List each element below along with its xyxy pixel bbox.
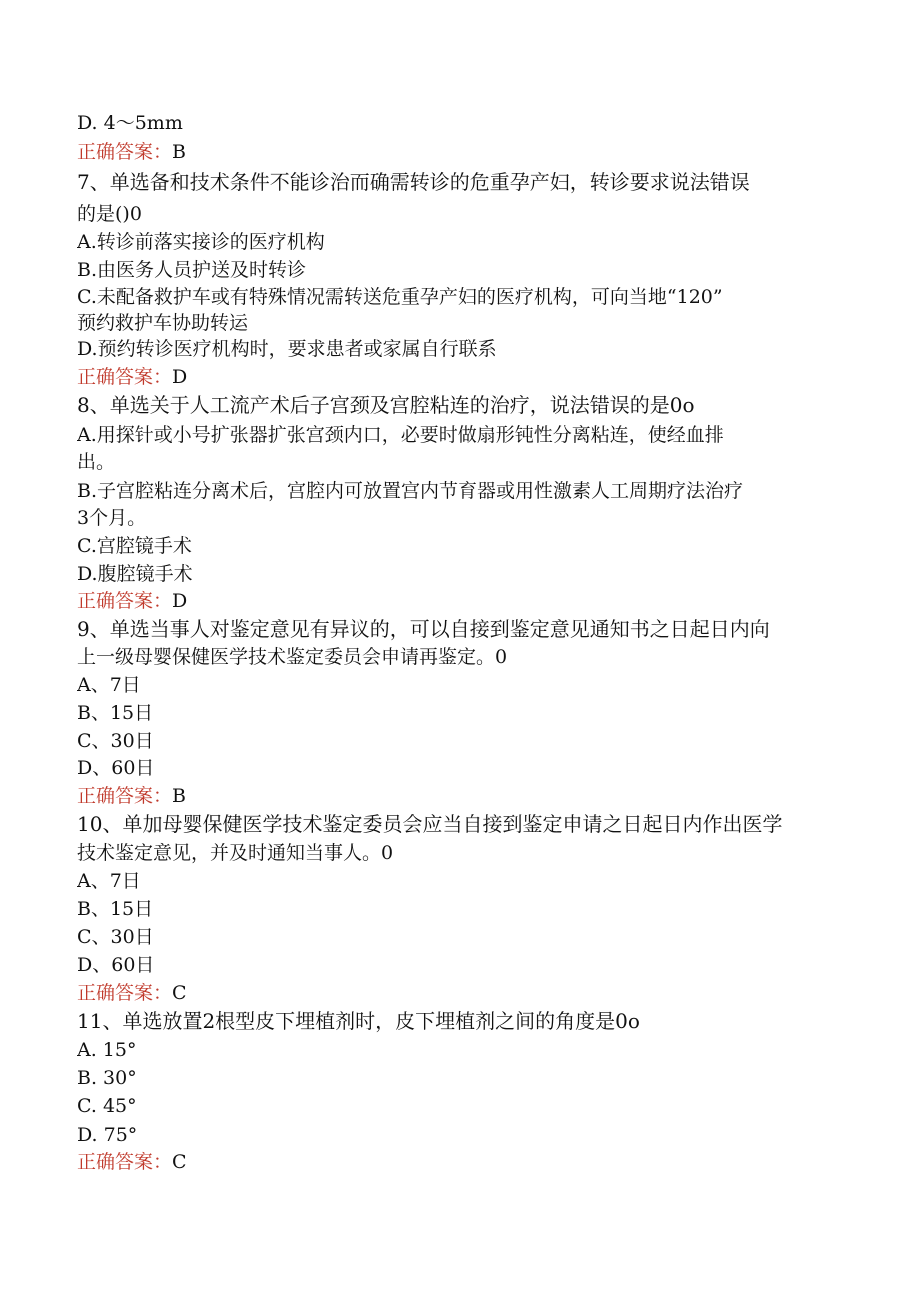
q11-option-d: D. 75° [77,1124,138,1146]
q7-option-c-line1: C.未配备救护车或有特殊情况需转送危重孕产妇的医疗机构，可向当地“120” [77,286,723,308]
q7-option-c-line2: 预约救护车协助转运 [77,312,249,334]
answer-label: 正确答案： [77,366,173,388]
prev-option-d: D. 4～5mm [77,112,183,134]
q11-option-a: A. 15° [77,1039,137,1061]
q9-answer [77,784,847,808]
answer-label: 正确答案： [77,785,173,807]
q11-option-b: B. 30° [77,1067,137,1089]
answer-value: D [172,590,188,612]
q8-option-a-line1: A.用探针或小号扩张器扩张宫颈内口，必要时做扇形钝性分离粘连，使经血排 [77,424,724,446]
q8-answer [77,589,847,613]
q10-option-d: D、60日 [77,954,155,976]
q11-option-c: C. 45° [77,1095,137,1117]
answer-value: C [172,982,187,1004]
q7-option-b: B.由医务人员护送及时转诊 [77,259,307,281]
q7-option-d: D.预约转诊医疗机构时，要求患者或家属自行联系 [77,338,497,360]
q10-option-a: A、7日 [77,870,141,892]
q9-option-c: C、30日 [77,730,154,752]
q8-option-b-line2: 3个月。 [77,507,147,529]
q11-answer [77,1150,847,1174]
q8-option-b-line1: B.子宫腔粘连分离术后，宫腔内可放置宫内节育器或用性激素人工周期疗法治疗 [77,480,744,502]
q9-stem-line2: 上一级母婴保健医学技术鉴定委员会申请再鉴定。0 [77,646,508,668]
q8-stem-line1: 8、单选关于人工流产术后子宫颈及宫腔粘连的治疗，说法错误的是0o [77,393,695,417]
answer-label: 正确答案： [77,590,173,612]
q7-stem-line1: 7、单选备和技术条件不能诊治而确需转诊的危重孕产妇，转诊要求说法错误 [77,170,750,194]
q7-answer [77,365,847,389]
answer-label: 正确答案： [77,1151,173,1173]
prev-answer [77,140,847,164]
q10-option-c: C、30日 [77,926,154,948]
q9-option-b: B、15日 [77,702,154,724]
answer-value: B [172,141,186,163]
answer-label: 正确答案： [77,982,173,1004]
q10-stem-line1: 10、单加母婴保健医学技术鉴定委员会应当自接到鉴定申请之日起日内作出医学 [77,812,783,836]
q9-stem-line1: 9、单选当事人对鉴定意见有异议的，可以自接到鉴定意见通知书之日起日内向 [77,617,770,641]
q7-stem-line2: 的是()0 [77,203,142,225]
q8-option-c: C.宫腔镜手术 [77,535,192,557]
q10-stem-line2: 技术鉴定意见，并及时通知当事人。0 [77,842,394,864]
q8-option-a-line2: 出。 [77,451,116,473]
q10-answer [77,981,847,1005]
q9-option-a: A、7日 [77,674,141,696]
answer-value: C [172,1151,187,1173]
answer-label: 正确答案： [77,141,173,163]
answer-value: B [172,785,186,807]
q11-stem-line1: 11、单选放置2根型皮下埋植剂时，皮下埋植剂之间的角度是0o [77,1009,640,1033]
answer-value: D [172,366,188,388]
q9-option-d: D、60日 [77,757,155,779]
q8-option-d: D.腹腔镜手术 [77,563,193,585]
q10-option-b: B、15日 [77,898,154,920]
q7-option-a: A.转诊前落实接诊的医疗机构 [77,231,325,253]
